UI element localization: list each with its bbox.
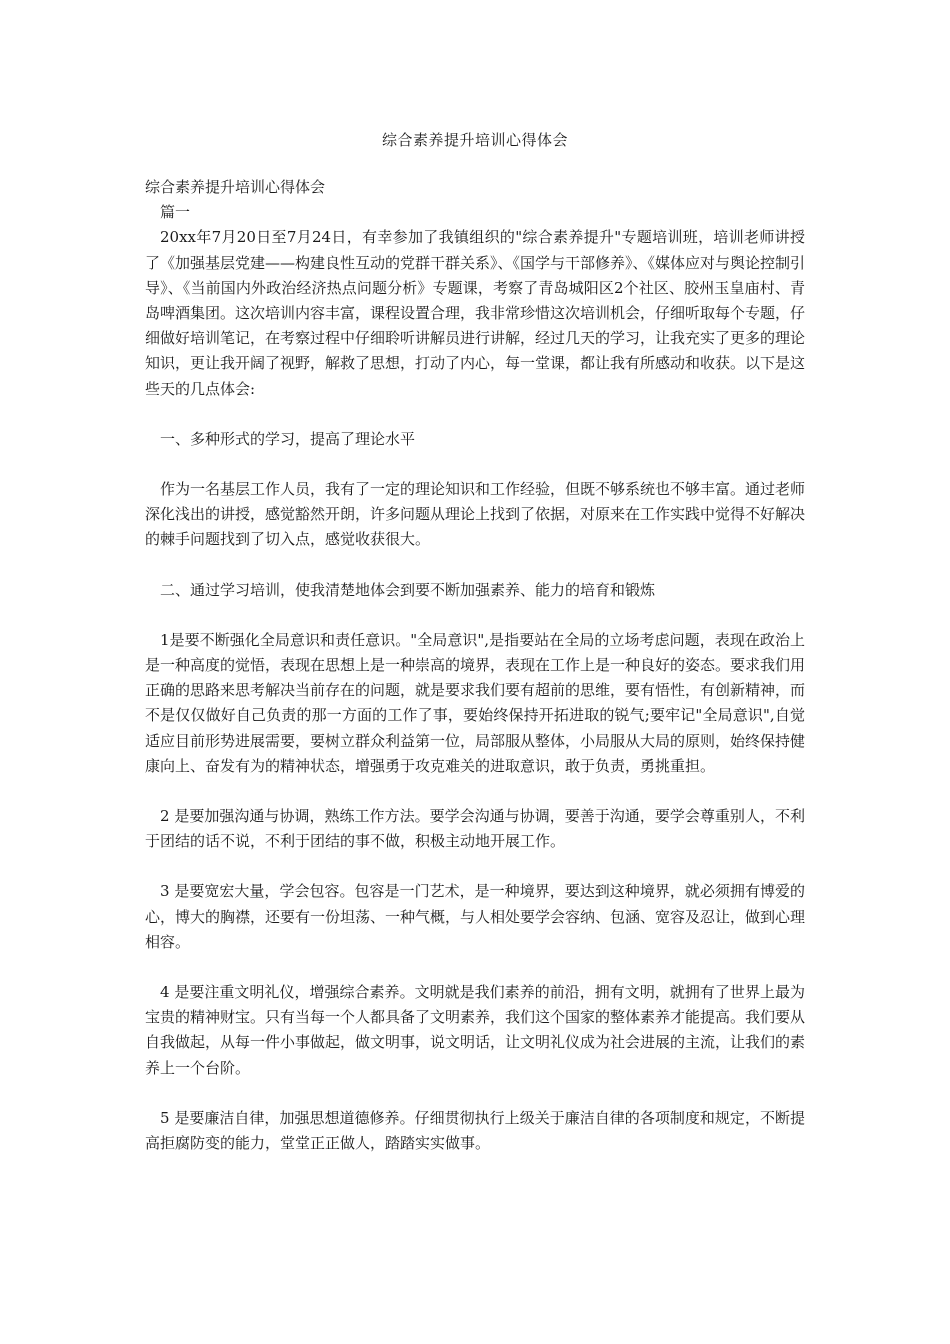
- paragraph-point-3: 3 是要宽宏大量，学会包容。包容是一门艺术，是一种境界，要达到这种境界，就必须拥有博爱的心，博大的胸襟，还要有一份坦荡、一种气概，与人相处要学会容纳、包涵、宽容及忍让，做到心理相容。: [145, 882, 806, 951]
- paragraph-section-1: 作为一名基层工作人员，我有了一定的理论知识和工作经验，但既不够系统也不够丰富。通过老师深化浅出的讲授，感觉豁然开朗，许多问题从理论上找到了依据，对原来在工作实践中觉得不好解决的棘手问题找到了切入点，感觉收获很大。: [145, 480, 806, 549]
- document-body: [145, 175, 805, 1156]
- document-subtitle: 综合素养提升培训心得体会: [145, 178, 326, 196]
- heading-section-2: 二、通过学习培训，使我清楚地体会到要不断加强素养、能力的培育和锻炼: [160, 580, 656, 599]
- paragraph-point-1: 1是要不断强化全局意识和责任意识。"全局意识",是指要站在全局的立场考虑问题，表现在政治上是一种高度的觉悟，表现在思想上是一种崇高的境界，表现在工作上是一种良好的姿态。要求我们用正确的思路来思考解决当前存在的问题，就是要求我们要有超前的思维，要有悟性，有创新精神，而不是仅仅做好自己负责的那一方面的工作了事，要始终保持开拓进取的锐气;要牢记"全局意识",自觉适应目前形势进展需要，要树立群众利益第一位，局部服从整体，小局服从大局的原则，始终保持健康向上、奋发有为的精神状态，增强勇于攻克难关的进取意识，敢于负责，勇挑重担。: [145, 630, 806, 775]
- paragraph-point-2: 2 是要加强沟通与协调，熟练工作方法。要学会沟通与协调，要善于沟通，要学会尊重别人，不利于团结的话不说，不利于团结的事不做，积极主动地开展工作。: [145, 807, 805, 851]
- heading-section-1: 一、多种形式的学习，提高了理论水平: [160, 429, 416, 448]
- section-label: 篇一: [160, 203, 191, 222]
- paragraph-point-4: 4 是要注重文明礼仪，增强综合素养。文明就是我们素养的前沿，拥有文明，就拥有了世界上最为宝贵的精神财宝。只有当每一个人都具备了文明素养，我们这个国家的整体素养才能提高。我们要从自我做起，从每一件小事做起，做文明事，说文明话，让文明礼仪成为社会进展的主流，让我们的素养上一个台阶。: [145, 983, 806, 1077]
- paragraph-intro: 20xx年7月20日至7月24日，有幸参加了我镇组织的"综合素养提升"专题培训班，培训老师讲授了《加强基层党建——构建良性互动的党群干群关系》、《国学与干部修养》、《媒体应对与舆论控制引导》、《当前国内外政治经济热点问题分析》专题课，考察了青岛城阳区2个社区、胶州玉皇庙村、青岛啤酒集团。这次培训内容丰富，课程设置合理，我非常珍惜这次培训机会，仔细听取每个专题，仔细做好培训笔记，在考察过程中仔细聆听讲解员进行讲解，经过几天的学习，让我充实了更多的理论知识，更让我开阔了视野，解救了思想，打动了内心，每一堂课，都让我有所感动和收获。以下是这些天的几点体会:: [145, 228, 806, 398]
- paragraph-point-5: 5 是要廉洁自律，加强思想道德修养。仔细贯彻执行上级关于廉洁自律的各项制度和规定，不断提高拒腐防变的能力，堂堂正正做人，踏踏实实做事。: [145, 1108, 805, 1153]
- document-title: 综合素养提升培训心得体会: [381, 131, 568, 149]
